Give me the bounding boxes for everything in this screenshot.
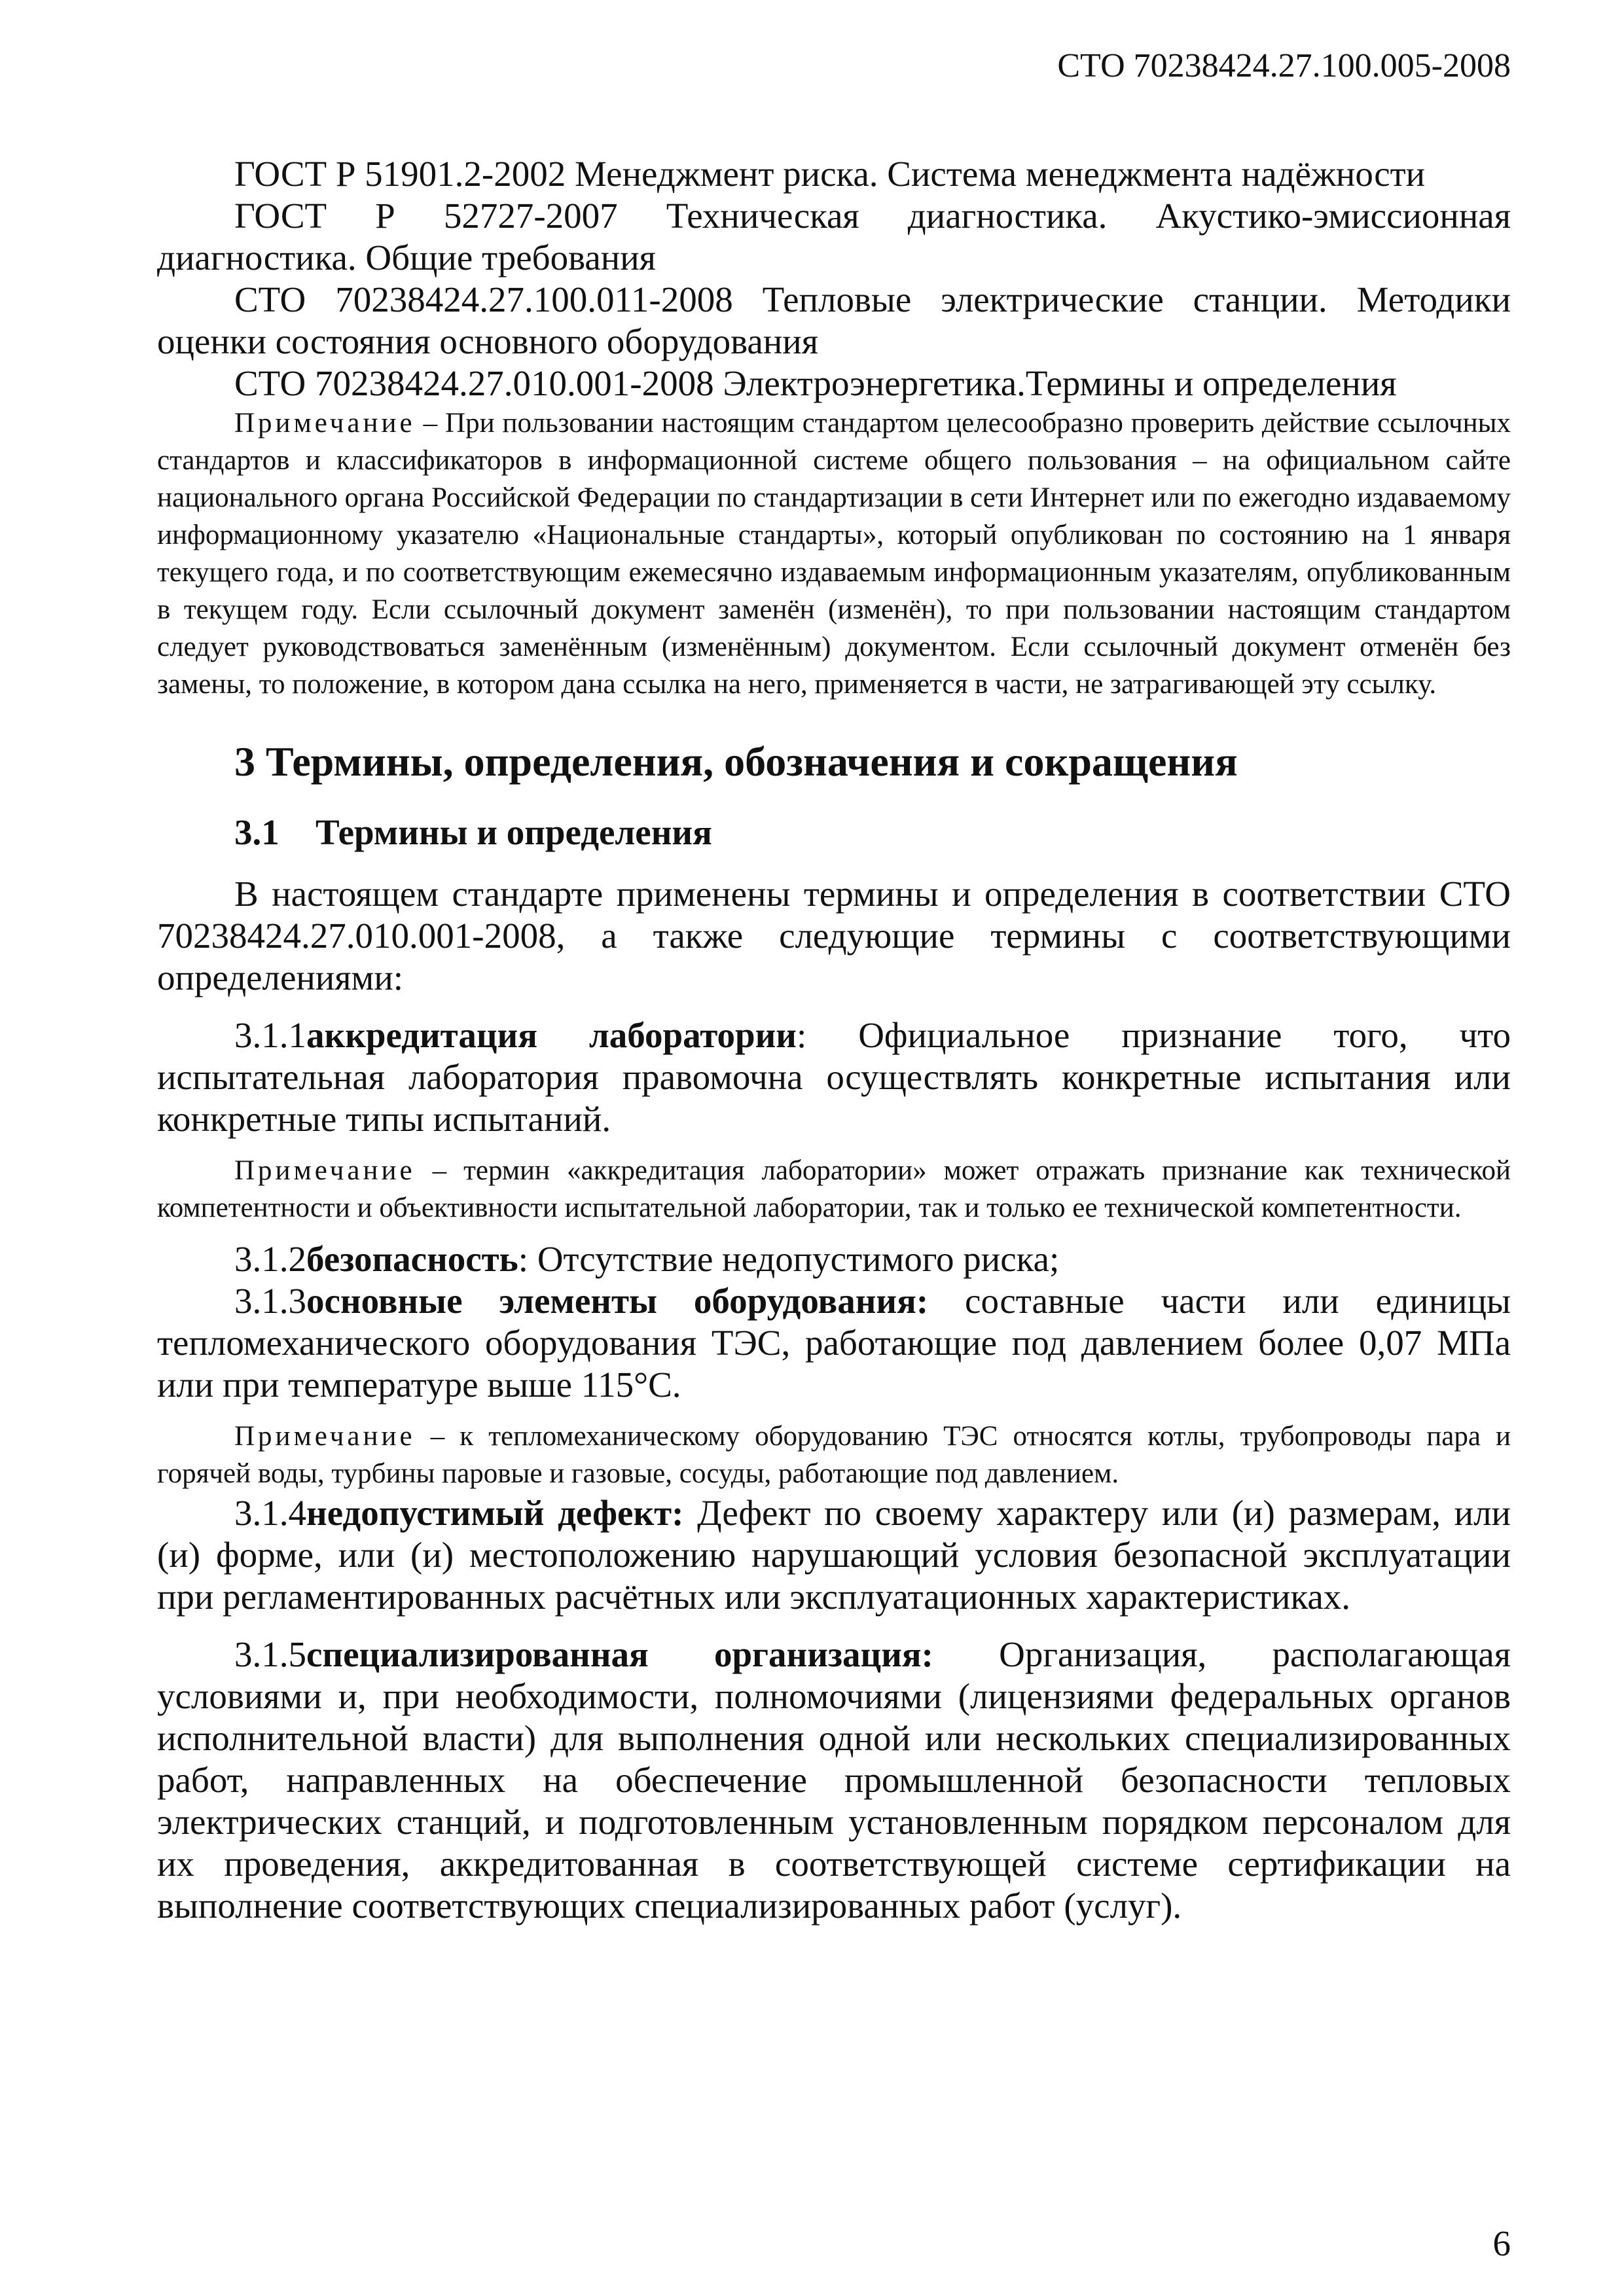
reference-item: СТО 70238424.27.010.001-2008 Электроэнергетика.Термины и определения [234, 363, 1397, 403]
term-definition [157, 1634, 1511, 1927]
term-number: 3.1.1 [234, 1015, 306, 1055]
reference-item: ГОСТ Р 52727-2007 Техническая диагностика. Акустико-эмиссионная диагностика. Общие требования [157, 196, 1511, 278]
term-definition [157, 1238, 1511, 1280]
reference-item: СТО 70238424.27.100.011-2008 Тепловые электрические станции. Методики оценки состояния основного оборудования [157, 279, 1511, 361]
page-number: 6 [1492, 2223, 1511, 2263]
document-body [157, 153, 1511, 1927]
term-text: Дефект по своему характеру или (и) размерам, или (и) форме, или (и) местоположению нарушающий условия безопасной эксплуатации при регламентированных расчётных или эксплуатационных характеристиках. [157, 1493, 1511, 1617]
term-name: специализированная организация: [306, 1634, 933, 1674]
subsection-title: Термины и определения [316, 812, 712, 852]
reference-note [157, 404, 1511, 703]
term-separator: : [518, 1239, 529, 1279]
term-definition [157, 1280, 1511, 1406]
term-name: недопустимый дефект: [306, 1493, 684, 1533]
note-label: Примечание [234, 1421, 416, 1452]
term-number: 3.1.5 [234, 1634, 306, 1674]
term-separator: : [796, 1015, 807, 1055]
term-note [157, 1152, 1511, 1227]
note-label: Примечание [234, 408, 416, 439]
reference-item: ГОСТ Р 51901.2-2002 Менеджмент риска. Система менеджмента надёжности [234, 154, 1426, 194]
term-number: 3.1.3 [234, 1281, 306, 1321]
term-number: 3.1.4 [234, 1493, 306, 1533]
section-intro: В настоящем стандарте применены термины и определения в соответствии СТО 70238424.27.010.001-2008, а также следующие термины с соответствующими определениями: [157, 874, 1511, 997]
term-text: Организация, располагающая условиями и, при необходимости, полномочиями (лицензиями федеральных органов исполнительной власти) для выполнения одной или нескольких специализированных работ, направленных на обеспечение промышленной безопасности тепловых электрических станций, и подготовленным установленным порядком персоналом для их проведения, аккредитованная в соответствующей системе сертификации на выполнение соответствующих специализированных работ (услуг). [157, 1634, 1511, 1926]
note-text: – к тепломеханическому оборудованию ТЭС относятся котлы, трубопроводы пара и горячей воды, турбины паровые и газовые, сосуды, работающие под давлением. [157, 1421, 1511, 1489]
note-label: Примечание [234, 1155, 416, 1186]
term-definition [157, 1492, 1511, 1618]
term-name: безопасность [306, 1239, 518, 1279]
section-heading: 3 Термины, определения, обозначения и сокращения [234, 738, 1238, 785]
term-definition [157, 1014, 1511, 1140]
term-name: аккредитация лаборатории [306, 1015, 797, 1055]
term-note [157, 1418, 1511, 1492]
term-name: основные элементы оборудования: [306, 1281, 929, 1321]
term-text: составные части или единицы тепломеханического оборудования ТЭС, работающие под давлением более 0,07 МПа или при температуре выше 115°С. [157, 1281, 1511, 1405]
term-text: Отсутствие недопустимого риска; [528, 1239, 1060, 1279]
document-page [157, 39, 1511, 2265]
document-code-header: СТО 70238424.27.100.005-2008 [1057, 47, 1511, 84]
note-text: – термин «аккредитация лаборатории» может отражать признание как технической компетентности и объективности испытательной лаборатории, так и только ее технической компетентности. [157, 1155, 1511, 1223]
note-text: – При пользовании настоящим стандартом целесообразно проверить действие ссылочных стандартов и классификаторов в информационной системе общего пользования – на официальном сайте национального органа Российской Федерации по стандартизации в сети Интернет или по ежегодно издаваемому информационному указателю «Национальные стандарты», который опубликован по состоянию на 1 января текущего года, и по соответствующим ежемесячно издаваемым информационным указателям, опубликованным в текущем году. Если ссылочный документ заменён (изменён), то при пользовании настоящим стандартом следует руководствоваться заменённым (изменённым) документом. Если ссылочный документ отменён без замены, то положение, в котором дана ссылка на него, применяется в части, не затрагивающей эту ссылку. [157, 408, 1511, 700]
subsection-number: 3.1 [234, 812, 280, 852]
subsection-heading [157, 812, 1511, 853]
term-text: Официальное признание того, что испытательная лаборатория правомочна осуществлять конкретные испытания или конкретные типы испытаний. [157, 1015, 1511, 1139]
term-number: 3.1.2 [234, 1239, 306, 1279]
